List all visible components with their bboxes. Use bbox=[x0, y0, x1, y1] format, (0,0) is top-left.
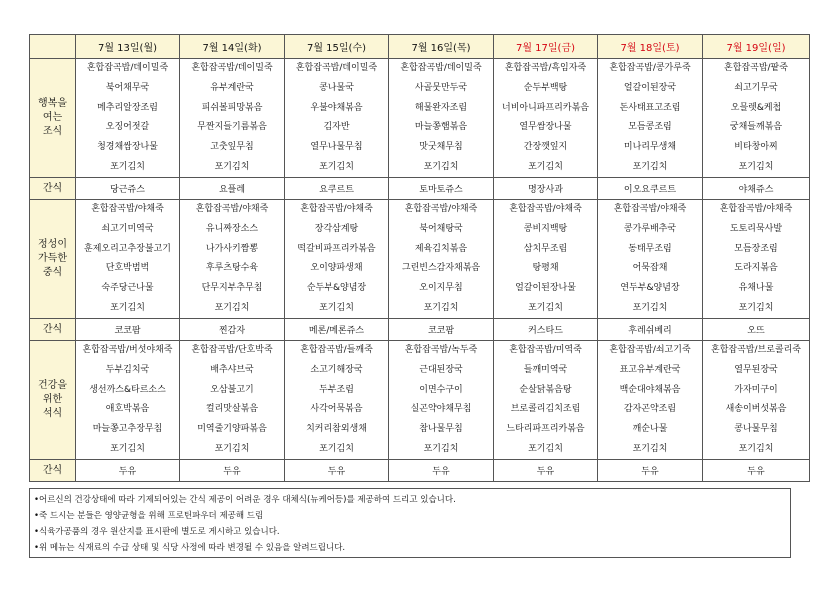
snack-cell: 요쿠르트 bbox=[285, 178, 389, 200]
menu-item: 열무된장국 bbox=[734, 364, 778, 375]
menu-item: 순두부&양념장 bbox=[306, 282, 367, 293]
menu-item: 포기김치 bbox=[632, 443, 668, 454]
menu-item: 포기김치 bbox=[632, 161, 668, 172]
menu-item: 포기김치 bbox=[738, 161, 774, 172]
menu-item: 혼합잡곡밥/미역죽 bbox=[509, 345, 582, 356]
menu-item: 두부김치국 bbox=[105, 364, 150, 375]
day-header: 7월 16일(목) bbox=[389, 35, 494, 59]
menu-item: 얼갈이된장국 bbox=[623, 82, 677, 93]
menu-item: 혼합잡곡밥/데이밀죽 bbox=[295, 63, 378, 74]
row-label-line: 행복을 bbox=[38, 98, 67, 109]
menu-item: 포기김치 bbox=[214, 443, 250, 454]
menu-item: 콩비지백탕 bbox=[523, 223, 568, 234]
menu-item: 후루츠탕수육 bbox=[205, 263, 259, 274]
menu-item: 사각어묵볶음 bbox=[310, 404, 363, 415]
menu-item: 어묵잡채 bbox=[632, 263, 668, 274]
row-label-line: 간식 bbox=[42, 464, 63, 476]
snack-row bbox=[30, 178, 810, 200]
menu-item: 돈사태표고조림 bbox=[619, 102, 681, 113]
menu-item: 혼합잡곡밥/쇠고기죽 bbox=[609, 345, 691, 356]
menu-item-list bbox=[389, 200, 493, 318]
menu-item: 감자곤약조림 bbox=[623, 404, 677, 415]
menu-item: 궁채들깨볶음 bbox=[729, 122, 783, 133]
menu-item-list bbox=[598, 59, 702, 177]
snack-cell: 찐감자 bbox=[180, 319, 285, 341]
day-header: 7월 18일(토) bbox=[598, 35, 703, 59]
menu-item: 비타창아찌 bbox=[734, 141, 778, 152]
menu-item: 고춧잎무침 bbox=[210, 141, 254, 152]
menu-item: 오이지무침 bbox=[419, 282, 463, 293]
menu-item: 피쉬볼피망볶음 bbox=[201, 102, 263, 113]
menu-item-list bbox=[285, 341, 388, 459]
menu-item: 포기김치 bbox=[738, 443, 774, 454]
menu-item: 포기김치 bbox=[319, 443, 354, 454]
snack-cell: 요플레 bbox=[180, 178, 285, 200]
menu-item: 마늘쫑고추장무침 bbox=[92, 423, 163, 434]
menu-item: 떡갈비파프리카볶음 bbox=[297, 243, 376, 254]
menu-item: 북어채탕국 bbox=[419, 223, 463, 234]
menu-item-list bbox=[703, 200, 809, 318]
menu-item: 얼갈이된장나물 bbox=[515, 282, 576, 293]
menu-item: 혼합잡곡밥/야채죽 bbox=[404, 204, 478, 215]
menu-item: 무짠지들기름볶음 bbox=[197, 122, 267, 133]
menu-item: 혼합잡곡밥/야채죽 bbox=[719, 204, 793, 215]
menu-item: 표고유부계란국 bbox=[619, 364, 681, 375]
menu-item: 오믈렛&케첩 bbox=[730, 102, 782, 113]
snack-cell: 이오요쿠르트 bbox=[598, 178, 703, 200]
snack-cell: 오뜨 bbox=[703, 319, 810, 341]
row-label-line: 여는 bbox=[42, 112, 63, 123]
day-header: 7월 15일(수) bbox=[285, 35, 389, 59]
row-label bbox=[30, 200, 76, 319]
menu-item: 혼합잡곡밥/단호박죽 bbox=[191, 345, 273, 356]
menu-item-list bbox=[285, 200, 388, 318]
note-line: •죽 드시는 분들은 영양균형을 위해 프로틴파우더 제공해 드림 bbox=[34, 511, 264, 521]
menu-item: 콩가루배추국 bbox=[623, 223, 677, 234]
notes-box bbox=[29, 488, 791, 558]
meal-row bbox=[30, 59, 810, 178]
menu-item: 너비아니파프리카볶음 bbox=[502, 102, 589, 113]
menu-item: 근대된장국 bbox=[419, 364, 463, 375]
snack-cell: 두유 bbox=[285, 460, 389, 482]
menu-item: 포기김치 bbox=[632, 302, 668, 313]
menu-item-list bbox=[285, 59, 388, 177]
menu-item: 혼합잡곡밥/녹두죽 bbox=[404, 345, 478, 356]
menu-item-list bbox=[703, 59, 809, 177]
menu-item: 오이양파생채 bbox=[310, 263, 363, 274]
row-label-line: 간식 bbox=[42, 182, 63, 194]
menu-item: 맛굿채무침 bbox=[419, 141, 463, 152]
menu-item: 쇠고기무국 bbox=[734, 82, 778, 93]
row-label-line: 간식 bbox=[42, 323, 63, 335]
menu-item-list bbox=[389, 59, 493, 177]
menu-item: 연두부&양념장 bbox=[620, 282, 680, 293]
row-label bbox=[30, 341, 76, 460]
meal-cell bbox=[76, 200, 180, 319]
menu-item: 열무나물무침 bbox=[310, 141, 363, 152]
row-label-line: 정성이 bbox=[38, 239, 67, 250]
menu-item: 숙주당근나물 bbox=[101, 282, 154, 293]
menu-item: 혼합잡곡밥/들깨죽 bbox=[300, 345, 373, 356]
menu-item: 우불야채볶음 bbox=[310, 102, 363, 113]
note-line: •위 메뉴는 식재료의 수급 상태 및 식당 사정에 따라 변경될 수 있음을 알려드립니다. bbox=[34, 543, 346, 553]
meal-row bbox=[30, 200, 810, 319]
day-header: 7월 13일(월) bbox=[76, 35, 180, 59]
menu-item-list bbox=[76, 59, 179, 177]
menu-item: 쇠고기미역국 bbox=[101, 223, 154, 234]
menu-item: 간장깻잎지 bbox=[523, 141, 568, 152]
menu-item: 혼합잡곡밥/야채죽 bbox=[91, 204, 164, 215]
snack-cell: 두유 bbox=[598, 460, 703, 482]
menu-item: 혼합잡곡밥/흑임자죽 bbox=[504, 63, 587, 74]
menu-item: 포기김치 bbox=[423, 161, 459, 172]
menu-item: 모듬콩조림 bbox=[628, 122, 672, 133]
meal-cell bbox=[285, 341, 389, 460]
menu-item-list bbox=[76, 200, 179, 318]
meal-cell bbox=[598, 200, 703, 319]
menu-item: 단호박범벅 bbox=[105, 263, 150, 274]
menu-item: 단무지부추무침 bbox=[201, 282, 263, 293]
menu-item: 혼합잡곡밥/야채죽 bbox=[195, 204, 269, 215]
menu-item: 실곤약야채무침 bbox=[410, 404, 472, 415]
corner-cell bbox=[30, 35, 76, 59]
meal-cell bbox=[494, 341, 598, 460]
menu-item-list bbox=[598, 200, 702, 318]
menu-item: 마늘쫑햄볶음 bbox=[414, 122, 468, 133]
meal-cell bbox=[703, 59, 810, 178]
menu-item: 혼합잡곡밥/야채죽 bbox=[509, 204, 582, 215]
menu-item: 혼합잡곡밥/야채죽 bbox=[613, 204, 687, 215]
weekly-menu-table bbox=[29, 34, 810, 482]
snack-cell: 메론/메론쥬스 bbox=[285, 319, 389, 341]
day-header: 7월 19일(일) bbox=[703, 35, 810, 59]
menu-item: 포기김치 bbox=[110, 302, 145, 313]
menu-item: 혼합잡곡밥/팥죽 bbox=[724, 63, 788, 74]
snack-cell: 토마토쥬스 bbox=[389, 178, 494, 200]
menu-item-list bbox=[180, 59, 284, 177]
menu-item: 포기김치 bbox=[423, 443, 459, 454]
snack-cell: 코코팜 bbox=[389, 319, 494, 341]
meal-cell bbox=[494, 200, 598, 319]
meal-cell bbox=[494, 59, 598, 178]
menu-item: 생선까스&타르소스 bbox=[89, 384, 166, 395]
meal-cell bbox=[598, 341, 703, 460]
meal-row bbox=[30, 341, 810, 460]
menu-item: 들깨미역국 bbox=[523, 364, 568, 375]
snack-row bbox=[30, 319, 810, 341]
menu-item: 청경채쌈장나물 bbox=[97, 141, 158, 152]
row-label bbox=[30, 319, 76, 341]
meal-cell bbox=[285, 200, 389, 319]
menu-item-list bbox=[494, 341, 597, 459]
menu-item: 느타리파프리카볶음 bbox=[506, 423, 585, 434]
day-header-row bbox=[30, 35, 810, 59]
menu-item: 브로콜리김치조림 bbox=[510, 404, 581, 415]
menu-item: 탕평채 bbox=[532, 263, 559, 274]
menu-item: 컬리맛살볶음 bbox=[205, 404, 259, 415]
snack-cell: 후레쉬베리 bbox=[598, 319, 703, 341]
menu-item: 포기김치 bbox=[528, 161, 563, 172]
menu-item: 포기김치 bbox=[110, 161, 145, 172]
menu-item: 포기김치 bbox=[738, 302, 774, 313]
menu-item: 미나리무생채 bbox=[623, 141, 677, 152]
menu-item: 도토리묵사발 bbox=[729, 223, 783, 234]
snack-cell: 두유 bbox=[389, 460, 494, 482]
menu-item: 제육김치볶음 bbox=[414, 243, 468, 254]
menu-item: 가자미구이 bbox=[734, 384, 778, 395]
menu-item: 동태무조림 bbox=[628, 243, 672, 254]
menu-item: 메추리알장조림 bbox=[97, 102, 158, 113]
meal-cell bbox=[389, 200, 494, 319]
meal-cell bbox=[180, 200, 285, 319]
menu-item: 유채나물 bbox=[738, 282, 774, 293]
menu-item: 소고기해장국 bbox=[310, 364, 363, 375]
menu-item: 치커리참외생채 bbox=[306, 423, 367, 434]
menu-item: 순살닭볶음탕 bbox=[519, 384, 572, 395]
menu-item: 열무쌈장나물 bbox=[519, 122, 572, 133]
menu-item-list bbox=[180, 200, 284, 318]
note-line: •식육가공품의 경우 원산지를 표시판에 별도로 게시하고 있습니다. bbox=[34, 527, 280, 537]
snack-cell: 당근쥬스 bbox=[76, 178, 180, 200]
menu-item: 김자반 bbox=[323, 122, 350, 133]
meal-cell bbox=[703, 341, 810, 460]
snack-row bbox=[30, 460, 810, 482]
menu-item: 포기김치 bbox=[319, 161, 354, 172]
snack-cell: 커스타드 bbox=[494, 319, 598, 341]
menu-item: 두부조림 bbox=[319, 384, 354, 395]
menu-item-list bbox=[494, 200, 597, 318]
row-label-line: 석식 bbox=[42, 408, 63, 419]
meal-cell bbox=[389, 59, 494, 178]
menu-item: 포기김치 bbox=[528, 302, 563, 313]
menu-item: 콩나물무침 bbox=[734, 423, 778, 434]
menu-item: 콩나물국 bbox=[319, 82, 354, 93]
menu-item: 백순대야채볶음 bbox=[619, 384, 681, 395]
menu-item: 이면수구이 bbox=[419, 384, 463, 395]
menu-item: 참나물무침 bbox=[419, 423, 463, 434]
menu-item: 유부계란국 bbox=[210, 82, 254, 93]
menu-item: 포기김치 bbox=[423, 302, 459, 313]
menu-item: 해물완자조림 bbox=[414, 102, 468, 113]
row-label-line: 조식 bbox=[42, 126, 63, 137]
menu-item: 장각삼계탕 bbox=[314, 223, 359, 234]
menu-item: 오삼불고기 bbox=[210, 384, 254, 395]
meal-cell bbox=[285, 59, 389, 178]
menu-item: 그린빈스감자채볶음 bbox=[401, 263, 481, 274]
day-header: 7월 14일(화) bbox=[180, 35, 285, 59]
day-header: 7월 17일(금) bbox=[494, 35, 598, 59]
menu-item: 도라지볶음 bbox=[734, 263, 778, 274]
menu-item: 혼합잡곡밥/콩가루죽 bbox=[609, 63, 691, 74]
meal-cell bbox=[389, 341, 494, 460]
menu-item: 혼합잡곡밥/야채죽 bbox=[300, 204, 373, 215]
menu-item: 혼합잡곡밥/데이밀죽 bbox=[191, 63, 273, 74]
menu-item-list bbox=[76, 341, 179, 459]
snack-cell: 두유 bbox=[703, 460, 810, 482]
row-label bbox=[30, 178, 76, 200]
meal-cell bbox=[76, 341, 180, 460]
menu-item: 혼합잡곡밥/데이밀죽 bbox=[86, 63, 169, 74]
menu-item-list bbox=[180, 341, 284, 459]
row-label-line: 건강을 bbox=[38, 380, 67, 391]
menu-item: 북어채무국 bbox=[105, 82, 150, 93]
meal-cell bbox=[76, 59, 180, 178]
row-label-line: 중식 bbox=[42, 267, 63, 278]
note-line: •어르신의 건강상태에 따라 기제되어있는 간식 제공이 어려운 경우 대체식(뉴케어등)를 제공하여 드리고 있습니다. bbox=[34, 495, 456, 505]
menu-item: 사골뭇만두국 bbox=[414, 82, 468, 93]
snack-cell: 코코팜 bbox=[76, 319, 180, 341]
menu-item: 새송이버섯볶음 bbox=[725, 404, 787, 415]
meal-cell bbox=[180, 59, 285, 178]
menu-item: 순두부백탕 bbox=[523, 82, 568, 93]
menu-item-list bbox=[703, 341, 809, 459]
snack-cell: 명장사과 bbox=[494, 178, 598, 200]
menu-item-list bbox=[598, 341, 702, 459]
menu-item: 포기김치 bbox=[528, 443, 563, 454]
meal-cell bbox=[703, 200, 810, 319]
menu-item: 혼합잡곡밥/버섯야채죽 bbox=[82, 345, 173, 356]
menu-item: 오징어젓갈 bbox=[105, 122, 150, 133]
menu-item: 깨순나물 bbox=[632, 423, 668, 434]
row-label-line: 가득한 bbox=[38, 253, 67, 264]
menu-item-list bbox=[494, 59, 597, 177]
menu-item: 혼합잡곡밥/브로콜리죽 bbox=[711, 345, 801, 356]
meal-cell bbox=[598, 59, 703, 178]
menu-item: 포기김치 bbox=[214, 302, 250, 313]
menu-item: 미역줄기양파볶음 bbox=[197, 423, 267, 434]
menu-item: 모듬장조림 bbox=[734, 243, 778, 254]
menu-item: 포기김치 bbox=[319, 302, 354, 313]
menu-item: 나가사키짬뽕 bbox=[205, 243, 259, 254]
row-label bbox=[30, 460, 76, 482]
snack-cell: 두유 bbox=[76, 460, 180, 482]
snack-cell: 야채쥬스 bbox=[703, 178, 810, 200]
menu-item: 애호박볶음 bbox=[105, 404, 150, 415]
snack-cell: 두유 bbox=[494, 460, 598, 482]
menu-item: 포기김치 bbox=[110, 443, 145, 454]
menu-item: 혼합잡곡밥/데이밀죽 bbox=[400, 63, 482, 74]
menu-item-list bbox=[389, 341, 493, 459]
menu-item: 포기김치 bbox=[214, 161, 250, 172]
row-label-line: 위한 bbox=[42, 394, 63, 405]
menu-item: 배추샤브국 bbox=[210, 364, 254, 375]
snack-cell: 두유 bbox=[180, 460, 285, 482]
menu-item: 훈제오리고추장불고기 bbox=[84, 243, 171, 254]
menu-item: 유니짜장소스 bbox=[205, 223, 259, 234]
meal-cell bbox=[180, 341, 285, 460]
row-label bbox=[30, 59, 76, 178]
menu-item: 삼치무조림 bbox=[523, 243, 568, 254]
